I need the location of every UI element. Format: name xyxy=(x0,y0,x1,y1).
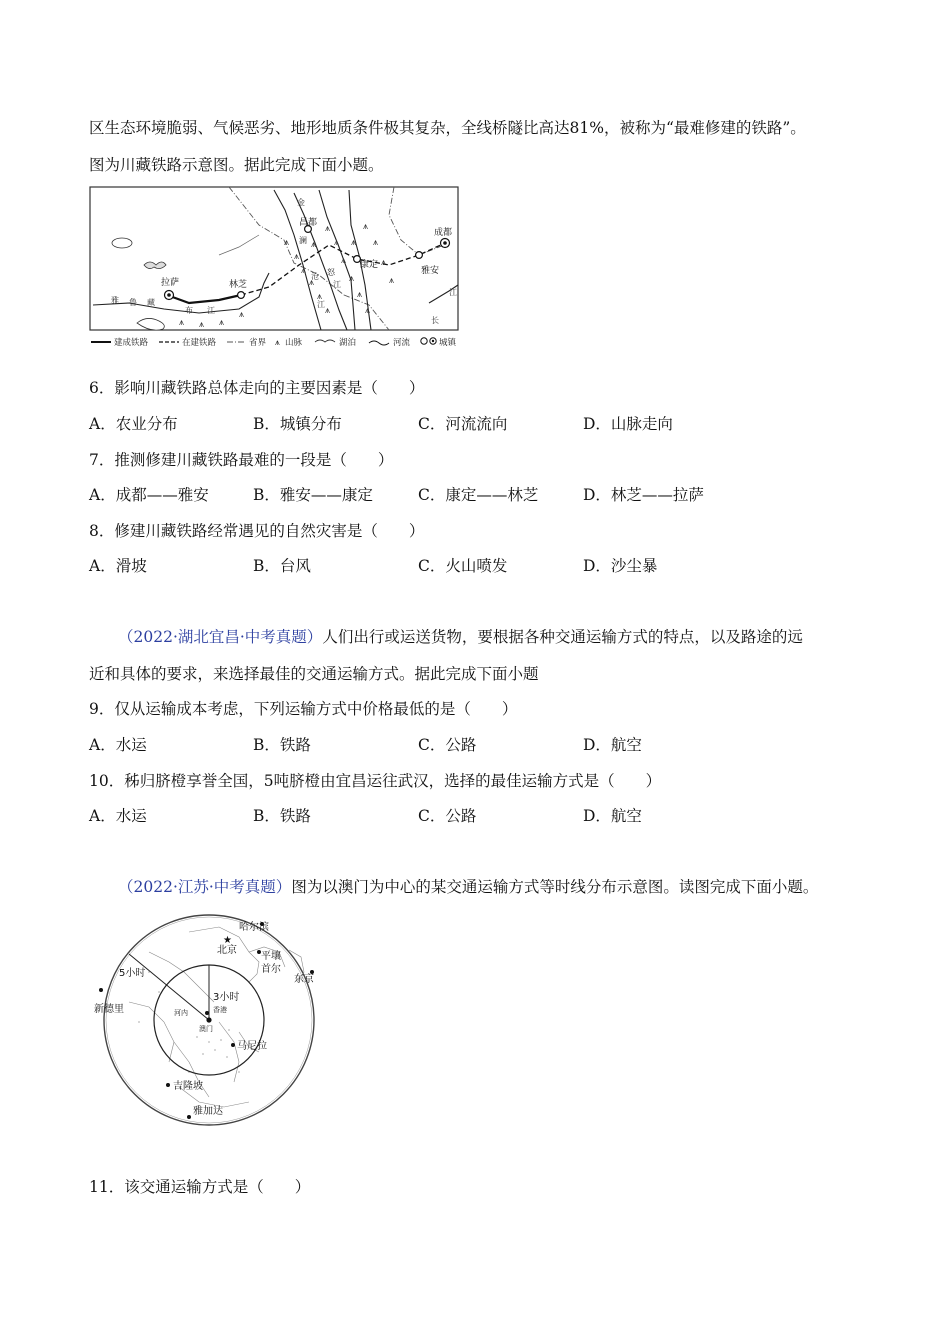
svg-text:⩚: ⩚ xyxy=(179,318,185,328)
q7-option-c[interactable]: C．康定——林芝 xyxy=(418,486,539,504)
svg-text:⩚: ⩚ xyxy=(373,238,379,248)
svg-text:⩚: ⩚ xyxy=(309,278,315,288)
q7-option-d[interactable]: D．林芝——拉萨 xyxy=(583,486,704,504)
section3-text: 图为以澳门为中心的某交通运输方式等时线分布示意图。读图完成下面小题。 xyxy=(291,878,819,896)
label-hanoi: 河内 xyxy=(174,1009,188,1017)
svg-text:⩚: ⩚ xyxy=(311,240,317,250)
q7-stem: 7．推测修建川藏铁路最难的一段是（ ） xyxy=(89,451,394,469)
svg-text:⩚: ⩚ xyxy=(349,274,355,284)
section2-source: （2022·湖北宜昌·中考真题） xyxy=(118,628,323,646)
city-yaan: 雅安 xyxy=(421,266,440,276)
legend-mountain: 山脉 xyxy=(285,338,303,348)
svg-text:⩚: ⩚ xyxy=(325,224,331,234)
section3-intro xyxy=(118,877,818,897)
svg-text:⩚: ⩚ xyxy=(199,320,205,330)
label-tokyo: 东京 xyxy=(294,974,314,985)
river-char: 金 xyxy=(297,198,305,207)
legend-town: 城镇 xyxy=(439,338,457,348)
q7-option-b[interactable]: B．雅安——康定 xyxy=(253,486,373,504)
river-char: 布 xyxy=(185,306,193,315)
q9-option-b[interactable]: B．铁路 xyxy=(253,736,311,754)
label-manila: 马尼拉 xyxy=(237,1041,267,1052)
label-harbin: 哈尔滨 xyxy=(239,922,269,933)
river-char: 沧 xyxy=(311,272,319,281)
label-hongkong: 香港 xyxy=(213,1006,227,1014)
label-seoul: 首尔 xyxy=(261,964,281,975)
river-char: 江 xyxy=(317,300,325,309)
q8-option-c[interactable]: C．火山喷发 xyxy=(418,557,508,575)
svg-text:⩚: ⩚ xyxy=(275,338,280,348)
svg-text:⩚: ⩚ xyxy=(351,238,357,248)
svg-text:⩚: ⩚ xyxy=(294,252,300,262)
q9-option-a[interactable]: A．水运 xyxy=(89,736,147,754)
river-char: 长 xyxy=(431,316,439,325)
q10-option-c[interactable]: C．公路 xyxy=(418,807,477,825)
q10-stem: 10．秭归脐橙享誉全国，5吨脐橙由宜昌运往武汉，选择的最佳运输方式是（ ） xyxy=(89,772,662,790)
svg-text:⩚: ⩚ xyxy=(301,266,307,276)
q8-option-b[interactable]: B．台风 xyxy=(253,557,311,575)
q10-option-d[interactable]: D．航空 xyxy=(583,807,642,825)
river-char: 怒 xyxy=(327,268,335,277)
river-char: 藏 xyxy=(147,298,155,307)
river-char: 江 xyxy=(449,288,457,297)
svg-text:⩚: ⩚ xyxy=(363,222,369,232)
sichuan-tibet-railway-map xyxy=(89,185,474,350)
city-lhasa: 拉萨 xyxy=(161,278,180,288)
section2-intro xyxy=(118,627,803,647)
label-newdelhi: 新德里 xyxy=(94,1004,124,1015)
label-five-hours: 5小时 xyxy=(119,968,146,979)
section3-source: （2022·江苏·中考真题） xyxy=(118,878,292,896)
q9-stem: 9．仅从运输成本考虑，下列运输方式中价格最低的是（ ） xyxy=(89,700,518,718)
label-kualalumpur: 吉隆坡 xyxy=(173,1081,203,1092)
section2-text: 人们出行或运送货物，要根据各种交通运输方式的特点，以及路途的远 xyxy=(322,628,803,646)
q11-stem: 11．该交通运输方式是（ ） xyxy=(89,1178,311,1196)
svg-text:⩚: ⩚ xyxy=(341,256,347,266)
q6-option-b[interactable]: B．城镇分布 xyxy=(253,415,342,433)
river-char: 鲁 xyxy=(129,298,137,307)
svg-text:⩚: ⩚ xyxy=(219,318,225,328)
legend-planned-railway: 在建铁路 xyxy=(182,338,217,348)
q6-stem: 6．影响川藏铁路总体走向的主要因素是（ ） xyxy=(89,379,425,397)
svg-text:⩚: ⩚ xyxy=(381,258,387,268)
label-pyongyang: 平壤 xyxy=(261,951,281,962)
city-kangding: 康定 xyxy=(360,260,379,270)
q7-option-a[interactable]: A．成都——雅安 xyxy=(89,486,209,504)
label-jakarta: 雅加达 xyxy=(193,1106,223,1117)
svg-text:⩚: ⩚ xyxy=(239,310,245,320)
river-char: 澜 xyxy=(299,236,307,245)
q8-stem: 8．修建川藏铁路经常遇见的自然灾害是（ ） xyxy=(89,522,425,540)
q9-option-c[interactable]: C．公路 xyxy=(418,736,477,754)
label-macau: 澳门 xyxy=(199,1025,213,1033)
macau-isochrone-map xyxy=(89,912,334,1127)
svg-text:⩚: ⩚ xyxy=(389,276,395,286)
river-char: 江 xyxy=(333,280,341,289)
svg-text:⩚: ⩚ xyxy=(284,238,290,248)
q8-option-d[interactable]: D．沙尘暴 xyxy=(583,557,658,575)
section2-line-2: 近和具体的要求，来选择最佳的交通运输方式。据此完成下面小题 xyxy=(89,665,539,683)
city-chengdu: 成都 xyxy=(434,228,453,238)
river-char: 雅 xyxy=(111,296,119,305)
label-three-hours: 3小时 xyxy=(213,992,240,1003)
svg-text:⩚: ⩚ xyxy=(317,292,323,302)
q8-option-a[interactable]: A．滑坡 xyxy=(89,557,147,575)
river-char: 江 xyxy=(207,306,215,315)
svg-text:⩚: ⩚ xyxy=(334,238,340,248)
intro-line-1: 区生态环境脆弱、气候恶劣、地形地质条件极其复杂，全线桥隧比高达81%，被称为“最难修建的铁路”。 xyxy=(89,119,806,137)
legend-province-border: 省界 xyxy=(249,338,267,348)
legend-river: 河流 xyxy=(393,338,411,348)
svg-text:★: ★ xyxy=(223,935,232,946)
q10-option-b[interactable]: B．铁路 xyxy=(253,807,311,825)
svg-text:⩚: ⩚ xyxy=(325,306,331,316)
city-linzhi: 林芝 xyxy=(229,280,248,290)
legend-lake: 湖泊 xyxy=(339,338,357,348)
svg-text:⩚: ⩚ xyxy=(365,306,371,316)
q6-option-d[interactable]: D．山脉走向 xyxy=(583,415,673,433)
legend-built-railway: 建成铁路 xyxy=(114,338,149,348)
intro-line-2: 图为川藏铁路示意图。据此完成下面小题。 xyxy=(89,156,384,174)
city-changdu: 昌都 xyxy=(299,218,318,228)
q6-option-c[interactable]: C．河流流向 xyxy=(418,415,508,433)
q10-option-a[interactable]: A．水运 xyxy=(89,807,147,825)
svg-text:⩚: ⩚ xyxy=(357,290,363,300)
label-beijing: 北京 xyxy=(217,945,237,956)
q6-option-a[interactable]: A．农业分布 xyxy=(89,415,178,433)
q9-option-d[interactable]: D．航空 xyxy=(583,736,642,754)
